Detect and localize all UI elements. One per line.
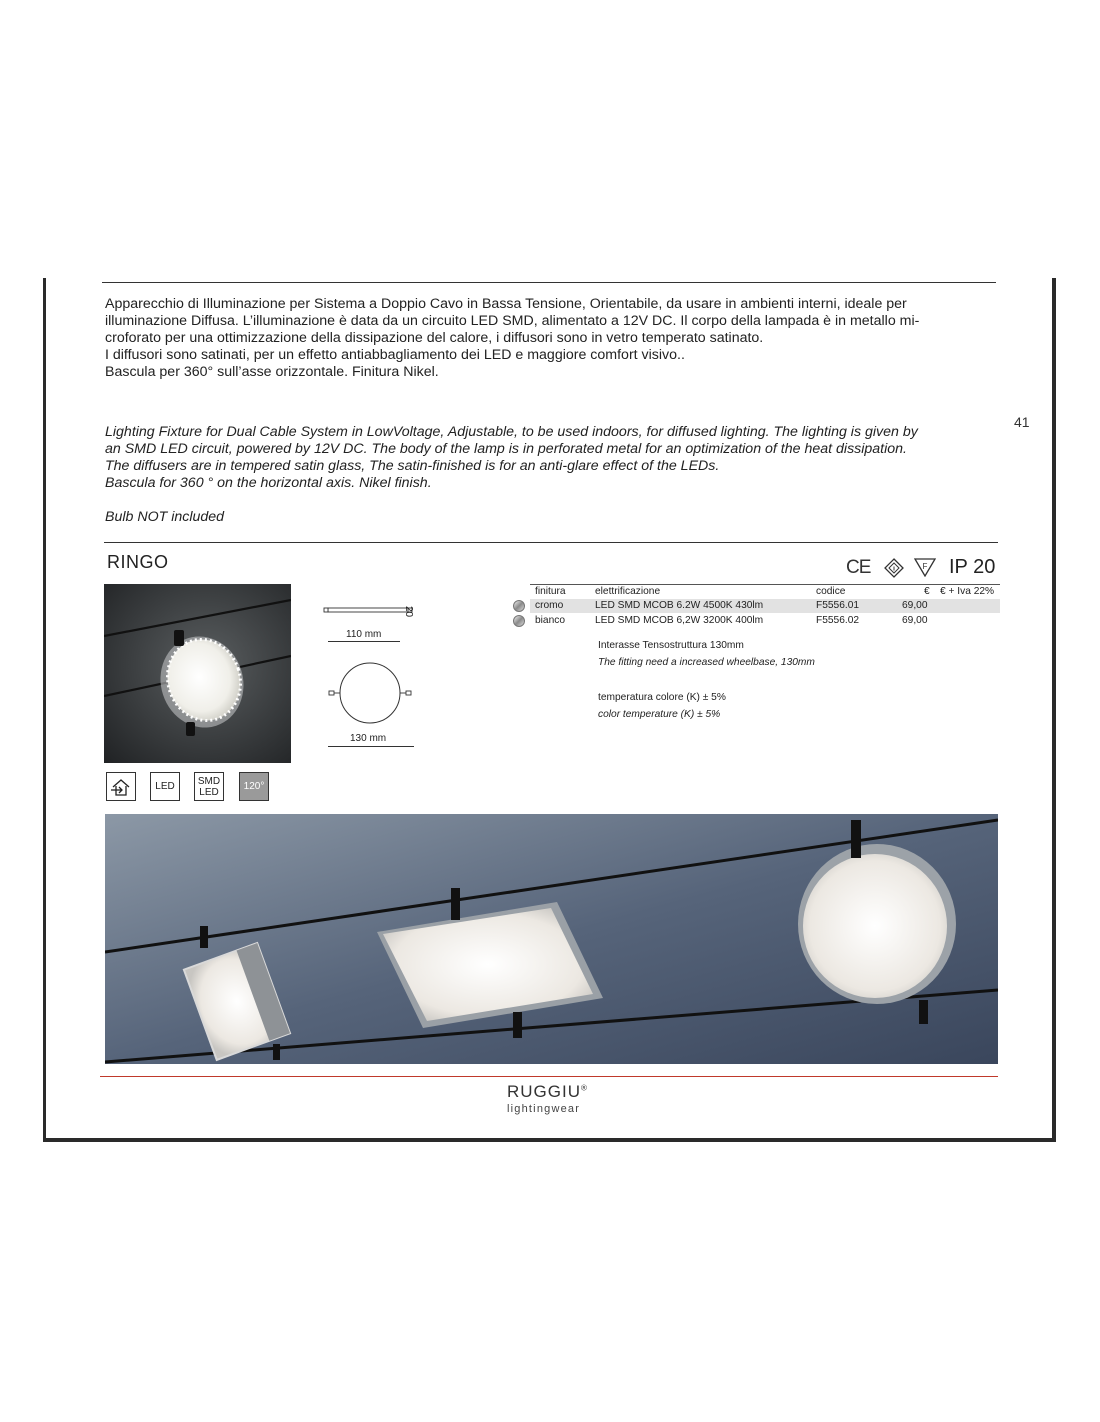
cell-finitura: bianco — [535, 615, 566, 626]
header-elettrificazione: elettrificazione — [595, 586, 661, 597]
smd-led-line2: LED — [199, 786, 219, 798]
note-interasse-it: Interasse Tensostruttura 130mm — [598, 640, 744, 651]
product-name: RINGO — [107, 552, 169, 572]
side-height-label: 20 — [403, 606, 414, 618]
dimension-drawings — [320, 600, 430, 755]
description-it-line: illuminazione Diffusa. L’illuminazione è data da un circuito LED SMD, alimentato a 12V DC. Il corpo della lampada è in metallo mi- — [105, 313, 920, 329]
bulb-note: Bulb NOT included — [105, 509, 225, 525]
finish-swatch-chrome — [513, 600, 525, 612]
description-en-line: an SMD LED circuit, powered by 12V DC. The body of the lamp is in perforated metal for an optimization of the heat dissipation. — [105, 441, 908, 457]
product-photo — [104, 584, 291, 763]
cell-price: 69,00 — [902, 615, 928, 626]
table-row — [530, 614, 1000, 628]
diamond-symbol-icon — [884, 558, 904, 578]
table-row — [530, 599, 1000, 613]
beam-angle-label: 120° — [243, 781, 265, 792]
top-diameter-label: 130 mm — [350, 733, 387, 744]
page-frame-right — [1052, 278, 1056, 1142]
description-italian — [105, 296, 1005, 381]
side-width-label: 110 mm — [346, 629, 382, 640]
page-frame-bottom — [43, 1138, 1056, 1142]
led-icon: LED — [150, 772, 180, 801]
note-interasse-en: The fitting need a increased wheelbase, 130mm — [598, 657, 815, 668]
top-diameter-line — [328, 746, 414, 747]
ce-mark-icon: CE — [846, 557, 871, 578]
description-en-line: Bascula for 360 ° on the horizontal axis. Nikel finish. — [105, 475, 432, 491]
footer-rule — [100, 1076, 998, 1077]
brand-tagline: lightingwear — [507, 1103, 581, 1115]
cell-codice: F5556.01 — [816, 600, 860, 611]
table-header-row — [530, 584, 1000, 600]
header-euro-iva: € + Iva 22% — [940, 586, 995, 597]
description-english — [105, 424, 1005, 492]
description-it-line: Bascula per 360° sull’asse orizzontale. Finitura Nikel. — [105, 364, 439, 380]
page-number: 41 — [1014, 414, 1030, 430]
top-rule — [102, 282, 996, 283]
cell-elettrificazione: LED SMD MCOB 6,2W 3200K 400lm — [595, 615, 764, 626]
note-temp-it: temperatura colore (K) ± 5% — [598, 692, 726, 703]
f-triangle-icon — [914, 558, 936, 577]
header-codice: codice — [816, 586, 846, 597]
side-width-line — [328, 641, 400, 642]
description-en-line: The diffusers are in tempered satin glass, The satin-finished is for an anti-glare effect of the LEDs. — [105, 458, 720, 474]
smd-led-line1: SMD — [197, 775, 221, 787]
cell-price: 69,00 — [902, 600, 928, 611]
ip-rating: IP 20 — [949, 556, 996, 578]
smd-led-icon — [194, 772, 224, 801]
svg-text:II: II — [892, 566, 896, 573]
description-it-line: croforato per una ottimizzazione della dissipazione del calore, i diffusori sono in vetro temperato satinato. — [105, 330, 764, 346]
cell-elettrificazione: LED SMD MCOB 6.2W 4500K 430lm — [595, 600, 764, 611]
beam-angle-icon — [239, 772, 269, 801]
brand-logo — [507, 1082, 588, 1102]
page-frame-left — [43, 278, 46, 1142]
description-it-line: I diffusori sono satinati, per un effetto antiabbagliamento dei LED e maggiore comfort visivo.. — [105, 347, 685, 363]
section-rule — [104, 542, 998, 543]
header-euro: € — [924, 586, 930, 597]
header-finitura: finitura — [535, 586, 566, 597]
brand-name: RUGGIU — [507, 1082, 581, 1101]
description-it-line: Apparecchio di Illuminazione per Sistema a Doppio Cavo in Bassa Tensione, Orientabile, da usare in ambienti interni, ideale per — [105, 296, 907, 312]
scene-photo — [105, 814, 998, 1064]
brand-mark: ® — [581, 1083, 588, 1093]
description-en-line: Lighting Fixture for Dual Cable System in LowVoltage, Adjustable, to be used indoors, for diffused lighting. The lighting is given by — [105, 424, 918, 440]
cell-finitura: cromo — [535, 600, 564, 611]
svg-text:F: F — [922, 562, 928, 571]
note-temp-en: color temperature (K) ± 5% — [598, 709, 721, 720]
finish-swatch-white — [513, 615, 525, 627]
indoor-house-icon — [106, 772, 136, 801]
cell-codice: F5556.02 — [816, 615, 860, 626]
